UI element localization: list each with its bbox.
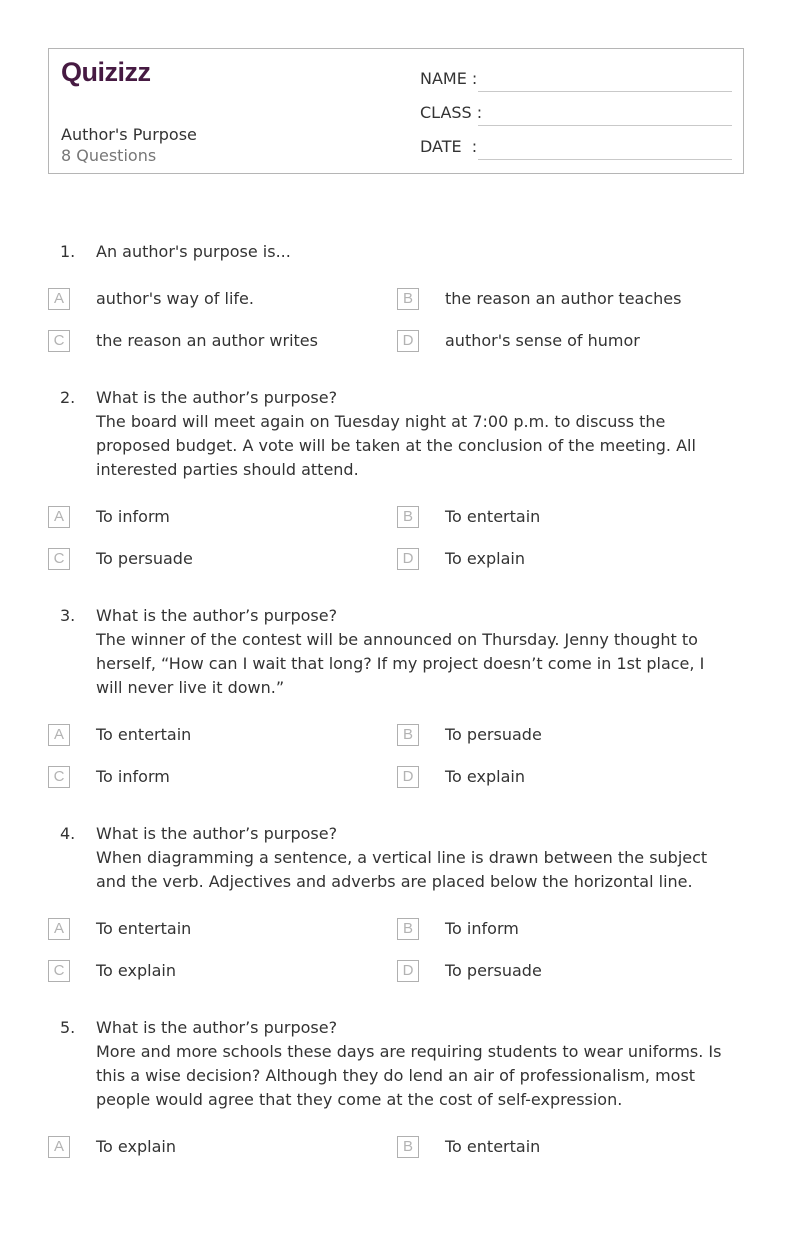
question-number: 1.: [60, 242, 76, 261]
worksheet-title: Author's Purpose: [61, 125, 197, 144]
option-letter-box: C: [48, 960, 70, 982]
question-list: [0, 240, 794, 1234]
date-label: DATE :: [420, 137, 478, 156]
option-b[interactable]: [397, 724, 727, 748]
name-line[interactable]: [478, 91, 732, 92]
option-letter-box: C: [48, 330, 70, 352]
question-number: 2.: [60, 388, 76, 407]
option-a[interactable]: [48, 506, 378, 530]
option-b[interactable]: [397, 918, 727, 942]
option-text: To entertain: [96, 725, 192, 744]
option-c[interactable]: [48, 960, 378, 984]
option-letter-box: A: [48, 1136, 70, 1158]
answer-options: [0, 288, 794, 372]
option-text: author's way of life.: [96, 289, 254, 308]
option-text: author's sense of humor: [445, 331, 640, 350]
question-2: [0, 386, 726, 590]
option-b[interactable]: [397, 506, 727, 530]
option-letter-box: B: [397, 724, 419, 746]
option-letter-box: A: [48, 724, 70, 746]
question-text: What is the author’s purpose?: [96, 606, 338, 625]
option-text: To inform: [96, 767, 170, 786]
question-1: [0, 240, 726, 372]
option-text: the reason an author teaches: [445, 289, 682, 308]
quizizz-logo: Quizizz: [61, 57, 151, 87]
option-a[interactable]: [48, 288, 378, 312]
option-letter-box: A: [48, 288, 70, 310]
option-letter-box: A: [48, 918, 70, 940]
option-letter-box: D: [397, 548, 419, 570]
worksheet-header: [48, 48, 744, 174]
option-text: To entertain: [445, 1137, 541, 1156]
date-line[interactable]: [478, 159, 732, 160]
option-text: To explain: [445, 767, 525, 786]
option-letter-box: D: [397, 960, 419, 982]
question-number: 5.: [60, 1018, 76, 1037]
option-b[interactable]: [397, 288, 727, 312]
question-text: An author's purpose is...: [96, 242, 291, 261]
option-text: To persuade: [96, 549, 193, 568]
option-c[interactable]: [48, 766, 378, 790]
question-count: 8 Questions: [61, 146, 157, 165]
option-d[interactable]: [397, 330, 727, 354]
option-text: To explain: [96, 1137, 176, 1156]
option-a[interactable]: [48, 918, 378, 942]
question-passage: When diagramming a sentence, a vertical line is drawn between the subject and the verb. Adjectives and adverbs are placed below the horizontal line.: [96, 848, 708, 891]
question-5: [0, 1016, 726, 1220]
option-text: To persuade: [445, 725, 542, 744]
question-passage: The winner of the contest will be announced on Thursday. Jenny thought to herself, “How can I wait that long? If my project doesn’t come in 1st place, I will never live it down.”: [96, 630, 705, 697]
option-letter-box: B: [397, 1136, 419, 1158]
option-text: To explain: [445, 549, 525, 568]
question-number: 4.: [60, 824, 76, 843]
question-passage: More and more schools these days are requiring students to wear uniforms. Is this a wise decision? Although they do lend an air of professionalism, most people would agree that they come at the cost of self-expression.: [96, 1042, 722, 1109]
option-text: To inform: [445, 919, 519, 938]
name-field[interactable]: [420, 69, 732, 91]
option-c[interactable]: [48, 330, 378, 354]
option-text: To entertain: [445, 507, 541, 526]
question-3: [0, 604, 726, 808]
option-d[interactable]: [397, 548, 727, 572]
option-letter-box: B: [397, 288, 419, 310]
option-a[interactable]: [48, 724, 378, 748]
option-text: To inform: [96, 507, 170, 526]
class-field[interactable]: [420, 103, 732, 125]
option-a[interactable]: [48, 1136, 378, 1160]
option-letter-box: C: [48, 766, 70, 788]
date-field[interactable]: [420, 137, 732, 159]
class-line[interactable]: [478, 125, 732, 126]
option-text: the reason an author writes: [96, 331, 318, 350]
question-4: [0, 822, 726, 1002]
option-letter-box: D: [397, 330, 419, 352]
answer-options: [0, 506, 794, 590]
option-letter-box: C: [48, 548, 70, 570]
option-c[interactable]: [48, 548, 378, 572]
option-letter-box: A: [48, 506, 70, 528]
question-text: What is the author’s purpose?: [96, 388, 338, 407]
option-text: To persuade: [445, 961, 542, 980]
class-label: CLASS :: [420, 103, 483, 122]
name-label: NAME :: [420, 69, 478, 88]
option-d[interactable]: [397, 766, 727, 790]
answer-options: [0, 724, 794, 808]
question-passage: The board will meet again on Tuesday night at 7:00 p.m. to discuss the proposed budget. A vote will be taken at the conclusion of the meeting. All interested parties should attend.: [96, 412, 696, 479]
option-d[interactable]: [397, 960, 727, 984]
option-letter-box: B: [397, 506, 419, 528]
option-b[interactable]: [397, 1136, 727, 1160]
question-text: What is the author’s purpose?: [96, 1018, 338, 1037]
question-number: 3.: [60, 606, 76, 625]
option-letter-box: D: [397, 766, 419, 788]
option-text: To explain: [96, 961, 176, 980]
option-letter-box: B: [397, 918, 419, 940]
answer-options: [0, 918, 794, 1002]
option-text: To entertain: [96, 919, 192, 938]
question-text: What is the author’s purpose?: [96, 824, 338, 843]
answer-options: [0, 1136, 794, 1220]
